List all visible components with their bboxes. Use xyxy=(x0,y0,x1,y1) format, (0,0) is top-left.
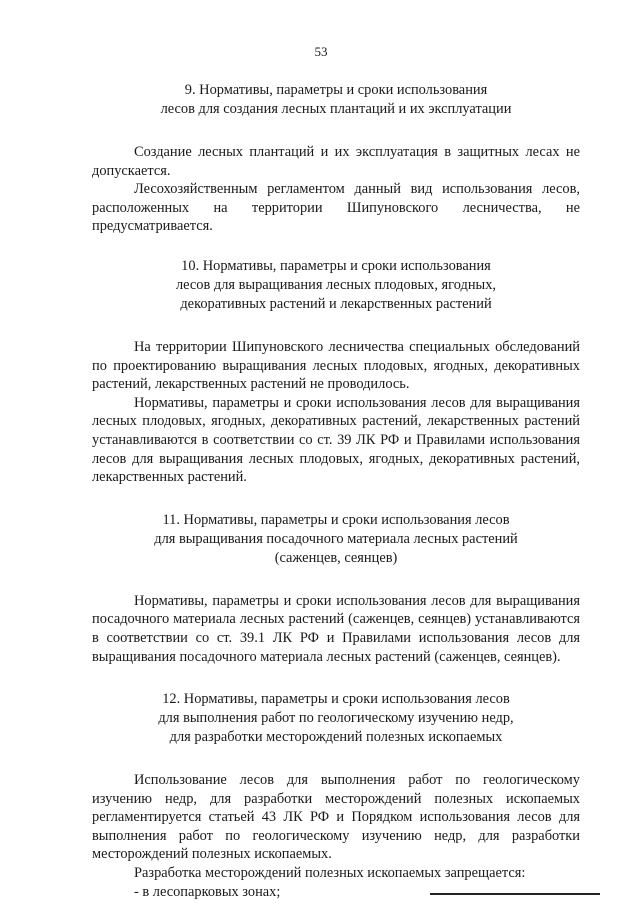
heading-line: 10. Нормативы, параметры и сроки использования xyxy=(181,257,491,274)
heading-line: 9. Нормативы, параметры и сроки использования xyxy=(184,82,488,98)
section-9-heading xyxy=(92,81,580,119)
section-11-body xyxy=(92,592,580,666)
paragraph: На территории Шипуновского лесничества специальных обследований по проектированию выращивания лесных плодовых, ягодных, декоративных растений, лекарственных растений не проводилось. xyxy=(92,338,580,393)
section-10-body xyxy=(92,338,580,487)
page-number: 53 xyxy=(314,44,328,59)
paragraph: Лесохозяйственным регламентом данный вид использования лесов, расположенных на территории Шипуновского лесничества, не предусматривается. xyxy=(92,181,580,235)
list-item: - в лесопарковых зонах; xyxy=(134,883,281,900)
heading-line: для выращивания посадочного материала лесных растений xyxy=(154,530,518,547)
heading-line: для разработки месторождений полезных ископаемых xyxy=(169,729,503,746)
heading-line: лесов для выращивания лесных плодовых, ягодных, xyxy=(175,276,496,293)
paragraph: Создание лесных плантаций и их эксплуатация в защитных лесах не допускается. xyxy=(92,144,580,179)
section-10-heading xyxy=(92,257,580,314)
heading-line: для выполнения работ по геологическому изучению недр, xyxy=(158,710,514,727)
paragraph: Нормативы, параметры и сроки использования лесов для выращивания посадочного материала лесных растений (саженцев, сеянцев) устанавливаются в соответствии со ст. 39.1 ЛК РФ и Правилами использования лесов для выращивания посадочного материала лесных растений (саженцев, сеянцев). xyxy=(92,592,580,665)
paragraph: Использование лесов для выполнения работ по геологическому изучению недр, для разработки месторождений полезных ископаемых регламентируется статьей 43 ЛК РФ и Порядком использования лесов для выполнения работ по геологическому изучению недр, для разработки месторождений полезных ископаемых. xyxy=(92,772,580,863)
section-11-heading xyxy=(92,511,580,568)
heading-line: 12. Нормативы, параметры и сроки использования лесов xyxy=(162,691,510,708)
heading-line: 11. Нормативы, параметры и сроки использования лесов xyxy=(162,511,510,528)
section-9-body xyxy=(92,143,580,236)
paragraph: Нормативы, параметры и сроки использования лесов для выращивания лесных плодовых, ягодных, декоративных растений, лекарственных растений устанавливаются в соответствии со ст. 39 ЛК РФ и Правилами использования лесов для выращивания лесных плодовых, ягодных, декоративных растений, лекарственных растений. xyxy=(92,394,580,486)
section-12-body xyxy=(92,771,580,901)
footer-rule xyxy=(430,893,600,895)
heading-line: декоративных растений и лекарственных растений xyxy=(180,295,492,312)
section-12-heading xyxy=(92,690,580,747)
heading-line: (саженцев, сеянцев) xyxy=(274,549,398,566)
heading-line: лесов для создания лесных плантаций и их эксплуатации xyxy=(160,101,512,117)
paragraph: Разработка месторождений полезных ископаемых запрещается: xyxy=(134,865,526,882)
